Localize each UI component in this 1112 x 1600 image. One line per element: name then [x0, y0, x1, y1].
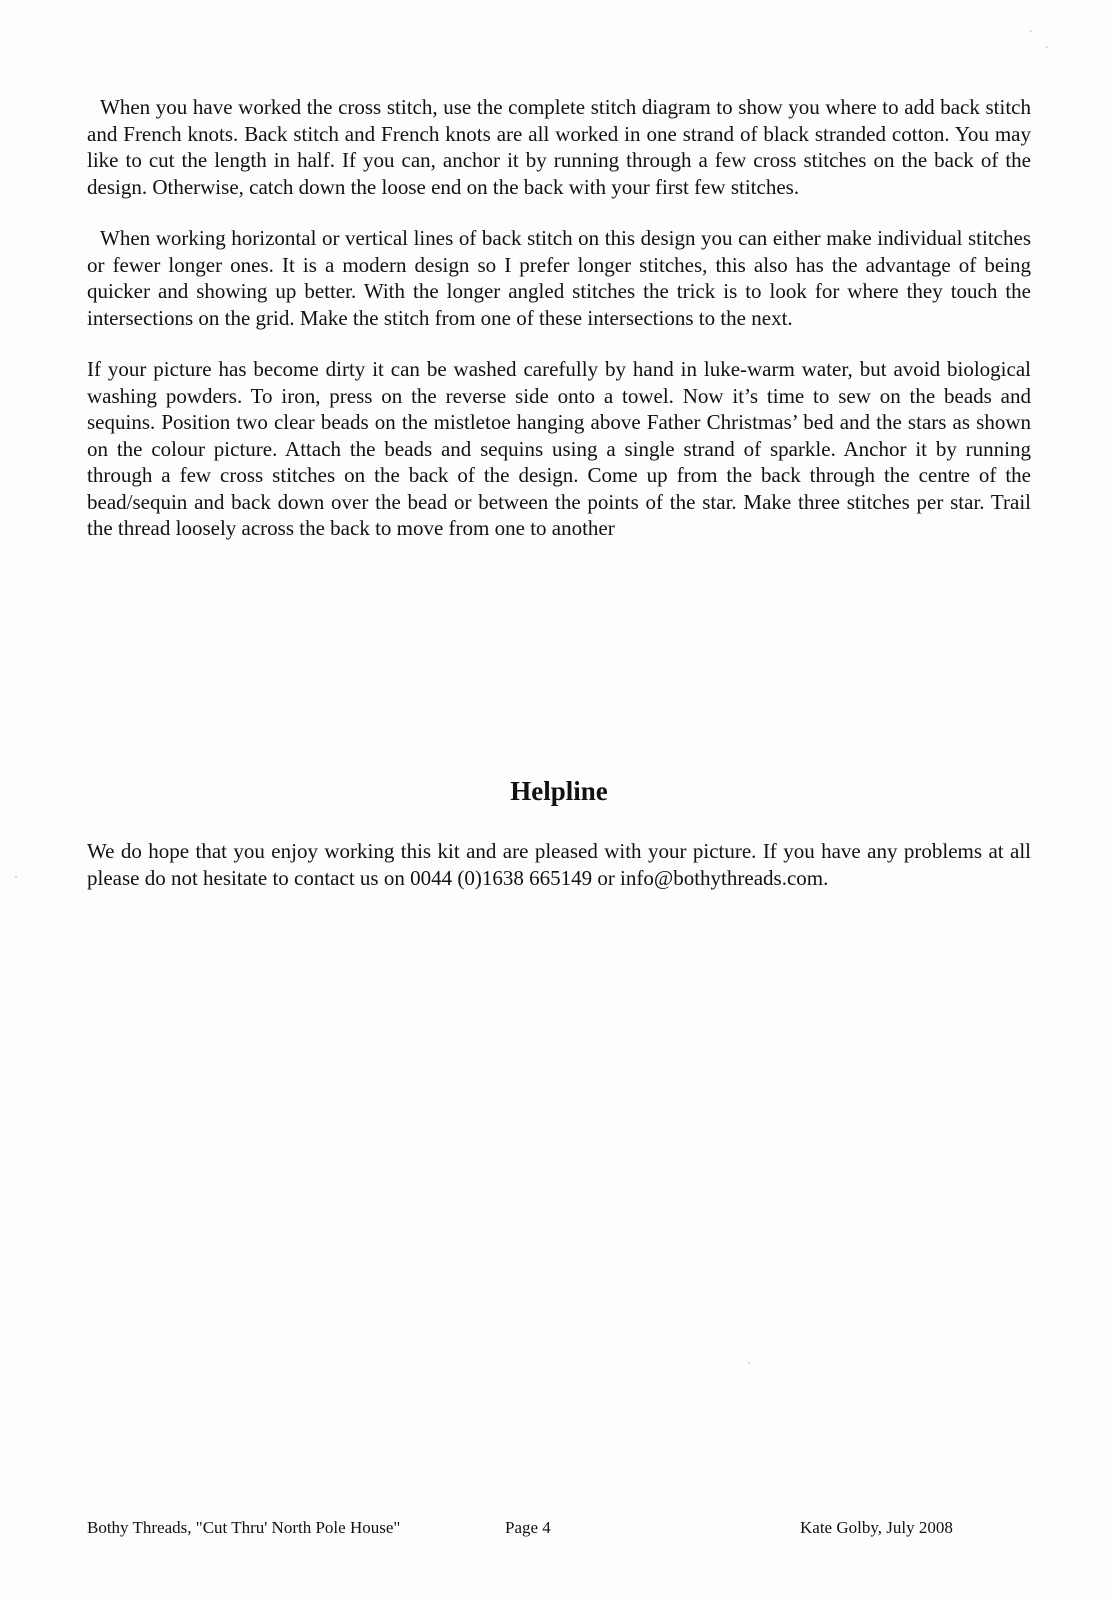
scan-speck [748, 1362, 750, 1364]
helpline-heading: Helpline [510, 776, 608, 806]
scan-speck [1030, 30, 1032, 32]
footer-title: Bothy Threads, "Cut Thru' North Pole House" [87, 1518, 401, 1537]
scan-speck [15, 876, 17, 878]
footer-page-number: Page 4 [505, 1518, 551, 1537]
paragraph-washing-beads: If your picture has become dirty it can be washed carefully by hand in luke-warm water, but avoid biological washing powders. To iron, press on the reverse side onto a towel. Now it’s time to sew on the beads and sequins. Position two clear beads on the mistletoe hanging above Father Christmas’ bed and the stars as shown on the colour picture. Attach the beads and sequins using a single strand of sparkle. Anchor it by running through a few cross stitches on the back of the design. Come up from the back through the centre of the bead/sequin and back down over the bead or between the points of the star. Make three stitches per star. Trail the thread loosely across the back to move from one to another [87, 357, 1031, 540]
main-content [87, 94, 1031, 890]
helpline-text: We do hope that you enjoy working this kit and are pleased with your picture. If you have any problems at all please do not hesitate to contact us on 0044 (0)1638 665149 or info@bothythreads.com. [87, 839, 1031, 890]
scan-speck [1046, 46, 1048, 48]
paragraph-back-stitch-intro: When you have worked the cross stitch, use the complete stitch diagram to show you where to add back stitch and French knots. Back stitch and French knots are all worked in one strand of black stranded cotton. You may like to cut the length in half. If you can, anchor it by running through a few cross stitches on the back of the design. Otherwise, catch down the loose end on the back with your first few stitches. [87, 95, 1031, 199]
footer-author-date: Kate Golby, July 2008 [800, 1518, 953, 1537]
paragraph-back-stitch-lines: When working horizontal or vertical lines of back stitch on this design you can either make individual stitches or fewer longer ones. It is a modern design so I prefer longer stitches, this also has the advantage of being quicker and showing up better. With the longer angled stitches the trick is to look for where they touch the intersections on the grid. Make the stitch from one of these intersections to the next. [87, 226, 1031, 330]
